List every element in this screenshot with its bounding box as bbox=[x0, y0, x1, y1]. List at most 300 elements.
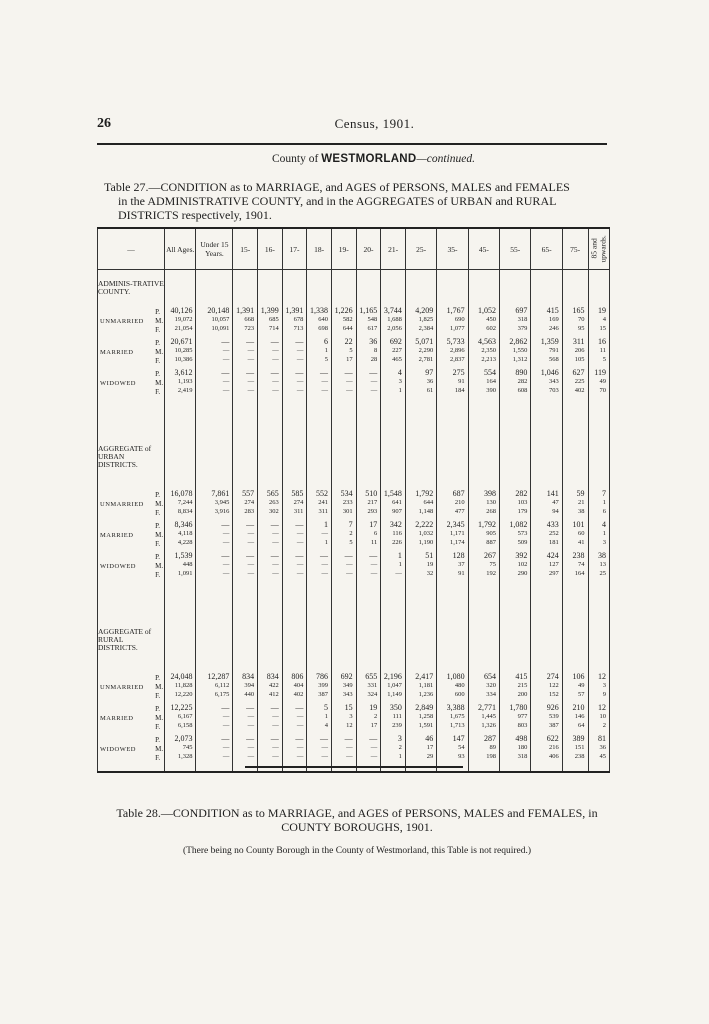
value-cell bbox=[437, 703, 468, 734]
value-m: — bbox=[272, 561, 279, 568]
value-p: — bbox=[270, 520, 279, 529]
value-p: 622 bbox=[546, 734, 559, 743]
value-f: 301 bbox=[342, 508, 353, 515]
value-m: 1,550 bbox=[512, 347, 528, 354]
value-m: — bbox=[247, 378, 255, 385]
value-cell bbox=[405, 734, 436, 765]
value-p: — bbox=[246, 703, 255, 712]
value-f: 239 bbox=[392, 722, 402, 729]
pmf-labels bbox=[153, 522, 163, 549]
value-p: — bbox=[221, 520, 230, 529]
value-m: 180 bbox=[517, 744, 528, 751]
value-cell bbox=[307, 734, 332, 765]
value-p: 16,078 bbox=[170, 489, 193, 498]
pmf-label: F. bbox=[155, 571, 161, 579]
value-p: 557 bbox=[242, 489, 255, 498]
value-cell bbox=[562, 489, 588, 520]
value-f: 17 bbox=[346, 356, 353, 363]
value-m: 102 bbox=[517, 561, 528, 568]
value-f: 12,220 bbox=[174, 691, 193, 698]
table27 bbox=[97, 227, 610, 773]
value-m: 539 bbox=[549, 713, 559, 720]
pmf-label: M. bbox=[155, 500, 164, 508]
column-header: 45- bbox=[468, 228, 499, 270]
data-row-group bbox=[98, 489, 610, 520]
value-f: 226 bbox=[392, 539, 402, 546]
value-m: 331 bbox=[367, 682, 378, 689]
value-f: 184 bbox=[454, 387, 465, 394]
spacer-row bbox=[98, 270, 610, 281]
value-m: — bbox=[272, 530, 279, 537]
value-m: 1,675 bbox=[450, 713, 465, 720]
value-cell bbox=[165, 520, 196, 551]
value-f: — bbox=[222, 722, 230, 729]
value-p: 3 bbox=[397, 734, 402, 743]
condition-label: WIDOWED bbox=[100, 746, 136, 753]
table27-title bbox=[104, 180, 610, 222]
value-m: 75 bbox=[489, 561, 497, 568]
value-p: 5,733 bbox=[446, 337, 465, 346]
value-m: — bbox=[296, 378, 304, 385]
value-f: 4,228 bbox=[177, 539, 193, 546]
value-cell bbox=[531, 368, 562, 399]
value-m: 690 bbox=[454, 316, 465, 323]
value-m: — bbox=[321, 744, 328, 751]
column-header: 18- bbox=[307, 228, 332, 270]
value-m: — bbox=[272, 744, 279, 751]
value-p: 565 bbox=[266, 489, 279, 498]
value-m: 10,285 bbox=[174, 347, 193, 354]
value-f: 1,077 bbox=[450, 325, 465, 332]
value-m: 19 bbox=[426, 561, 434, 568]
data-row-group bbox=[98, 672, 610, 703]
value-cell bbox=[282, 703, 307, 734]
value-m: 127 bbox=[549, 561, 559, 568]
value-m: 977 bbox=[517, 713, 528, 720]
condition-label-cell bbox=[98, 337, 165, 368]
value-p: 1,082 bbox=[509, 520, 528, 529]
value-p: 7 bbox=[348, 520, 353, 529]
value-f: 10,386 bbox=[174, 356, 193, 363]
column-header: 55- bbox=[500, 228, 531, 270]
value-m: 111 bbox=[392, 713, 402, 720]
value-cell bbox=[562, 734, 588, 765]
value-cell bbox=[165, 551, 196, 582]
value-p: 2,771 bbox=[478, 703, 497, 712]
value-cell bbox=[405, 520, 436, 551]
value-m: 54 bbox=[458, 744, 465, 751]
value-f: — bbox=[370, 570, 378, 577]
value-m: 349 bbox=[342, 682, 353, 689]
value-m: — bbox=[321, 561, 328, 568]
column-header: 20- bbox=[356, 228, 381, 270]
value-cell bbox=[468, 551, 499, 582]
value-cell bbox=[500, 306, 531, 337]
column-header: 19- bbox=[331, 228, 356, 270]
value-m: 644 bbox=[423, 499, 434, 506]
value-m: — bbox=[247, 744, 255, 751]
value-p: 81 bbox=[598, 734, 606, 743]
county-title-suffix: —continued. bbox=[416, 153, 475, 165]
value-f: 387 bbox=[318, 691, 328, 698]
value-f: 192 bbox=[486, 570, 497, 577]
value-p: — bbox=[369, 368, 378, 377]
value-p: 210 bbox=[572, 703, 585, 712]
value-f: — bbox=[222, 356, 230, 363]
value-m: 146 bbox=[574, 713, 585, 720]
value-cell bbox=[196, 703, 233, 734]
value-p: 141 bbox=[546, 489, 559, 498]
value-m: 1,193 bbox=[177, 378, 193, 385]
value-cell bbox=[307, 489, 332, 520]
value-m: 2,290 bbox=[418, 347, 434, 354]
value-f: 318 bbox=[517, 753, 528, 760]
pmf-label: M. bbox=[155, 714, 164, 722]
value-f: 343 bbox=[342, 691, 353, 698]
value-f: — bbox=[222, 387, 230, 394]
column-header: 65- bbox=[531, 228, 562, 270]
value-m: 37 bbox=[458, 561, 465, 568]
value-f: 713 bbox=[293, 325, 304, 332]
value-p: 552 bbox=[315, 489, 328, 498]
value-f: 10,091 bbox=[211, 325, 230, 332]
value-f: 1 bbox=[398, 753, 402, 760]
value-m: 169 bbox=[549, 316, 559, 323]
value-f: — bbox=[222, 570, 230, 577]
value-m: 282 bbox=[517, 378, 528, 385]
value-m: 745 bbox=[182, 744, 193, 751]
value-cell bbox=[562, 368, 588, 399]
value-m: 4,118 bbox=[178, 530, 193, 537]
data-row-group bbox=[98, 520, 610, 551]
value-m: — bbox=[272, 378, 279, 385]
value-m: 274 bbox=[244, 499, 255, 506]
value-cell bbox=[165, 306, 196, 337]
condition-label: WIDOWED bbox=[100, 563, 136, 570]
column-header: 35- bbox=[437, 228, 468, 270]
value-f: 617 bbox=[367, 325, 378, 332]
value-f: 703 bbox=[549, 387, 559, 394]
value-p: 106 bbox=[572, 672, 585, 681]
value-f: 387 bbox=[549, 722, 559, 729]
pmf-label: M. bbox=[155, 531, 164, 539]
value-p: 433 bbox=[546, 520, 559, 529]
value-f: 324 bbox=[367, 691, 378, 698]
value-cell bbox=[356, 520, 381, 551]
value-f: — bbox=[321, 387, 328, 394]
value-m: 17 bbox=[426, 744, 434, 751]
value-p: 287 bbox=[484, 734, 497, 743]
value-m: 1,047 bbox=[387, 682, 402, 689]
value-m: 215 bbox=[517, 682, 528, 689]
condition-label: MARRIED bbox=[100, 532, 134, 539]
value-cell bbox=[356, 703, 381, 734]
value-m: 2 bbox=[398, 744, 402, 751]
value-f: — bbox=[296, 570, 304, 577]
value-f: 907 bbox=[392, 508, 402, 515]
value-p: 19 bbox=[598, 306, 606, 315]
value-p: 4,563 bbox=[478, 337, 497, 346]
value-f: — bbox=[321, 570, 328, 577]
value-p: — bbox=[270, 337, 279, 346]
value-f: 1,148 bbox=[418, 508, 434, 515]
value-m: 1,445 bbox=[481, 713, 497, 720]
value-f: 602 bbox=[486, 325, 497, 332]
value-cell bbox=[165, 734, 196, 765]
value-cell bbox=[500, 368, 531, 399]
pmf-label: M. bbox=[155, 683, 164, 691]
value-f: — bbox=[272, 570, 279, 577]
value-cell bbox=[381, 489, 406, 520]
value-cell bbox=[258, 337, 283, 368]
value-p: — bbox=[246, 337, 255, 346]
value-m: 422 bbox=[268, 682, 279, 689]
column-header: 15- bbox=[233, 228, 258, 270]
pmf-label: F. bbox=[155, 692, 161, 700]
value-f: 6,175 bbox=[214, 691, 230, 698]
value-p: 38 bbox=[598, 551, 606, 560]
value-f: 2,213 bbox=[481, 356, 497, 363]
value-p: 3,744 bbox=[383, 306, 402, 315]
value-m: 1,825 bbox=[418, 316, 434, 323]
pmf-label: M. bbox=[155, 379, 164, 387]
value-f: 1,091 bbox=[177, 570, 193, 577]
value-m: 573 bbox=[517, 530, 528, 537]
value-f: — bbox=[272, 387, 279, 394]
value-p: 19 bbox=[369, 703, 378, 712]
value-f: 4 bbox=[324, 722, 328, 729]
value-p: 585 bbox=[291, 489, 304, 498]
pmf-label: M. bbox=[155, 348, 164, 356]
value-f: 29 bbox=[426, 753, 434, 760]
value-p: — bbox=[221, 368, 230, 377]
value-f: 1,312 bbox=[512, 356, 528, 363]
value-p: — bbox=[221, 337, 230, 346]
value-p: 1,792 bbox=[478, 520, 497, 529]
value-m: 1,032 bbox=[418, 530, 434, 537]
value-p: 4 bbox=[602, 520, 606, 529]
value-p: 275 bbox=[452, 368, 465, 377]
value-cell bbox=[381, 520, 406, 551]
value-m: — bbox=[247, 347, 255, 354]
value-m: 8 bbox=[374, 347, 378, 354]
value-f: 1,326 bbox=[481, 722, 497, 729]
value-p: 20,148 bbox=[207, 306, 230, 315]
value-f: 714 bbox=[268, 325, 279, 332]
county-title bbox=[0, 153, 709, 165]
value-p: 46 bbox=[425, 734, 434, 743]
value-m: 10,057 bbox=[211, 316, 230, 323]
value-m: — bbox=[272, 713, 279, 720]
condition-label-cell bbox=[98, 489, 165, 520]
value-cell bbox=[356, 672, 381, 703]
value-cell bbox=[331, 306, 356, 337]
value-f: 9 bbox=[602, 691, 606, 698]
value-cell bbox=[258, 306, 283, 337]
value-f: 1,174 bbox=[450, 539, 465, 546]
value-f: 38 bbox=[578, 508, 585, 515]
value-f: 290 bbox=[517, 570, 528, 577]
value-cell bbox=[405, 337, 436, 368]
column-header: All Ages. bbox=[165, 228, 196, 270]
value-cell bbox=[588, 551, 609, 582]
value-f: 64 bbox=[578, 722, 585, 729]
value-m: — bbox=[296, 561, 304, 568]
table27-title-line1: Table 27.—CONDITION as to MARRIAGE, and AGES of PERSONS, MALES and FEMALES bbox=[104, 180, 570, 194]
spacer-row bbox=[98, 652, 610, 672]
table27-title-line2: in the ADMINISTRATIVE COUNTY, and in the AGGREGATES of URBAN and RURAL bbox=[118, 194, 557, 208]
pmf-label: F. bbox=[155, 723, 161, 731]
value-f: 2,781 bbox=[418, 356, 434, 363]
condition-label-cell bbox=[98, 551, 165, 582]
value-cell bbox=[258, 672, 283, 703]
value-cell bbox=[381, 368, 406, 399]
value-m: 49 bbox=[578, 682, 585, 689]
section-title-row bbox=[98, 280, 610, 296]
value-cell bbox=[233, 368, 258, 399]
value-m: 4 bbox=[602, 316, 606, 323]
value-f: 57 bbox=[578, 691, 585, 698]
value-p: — bbox=[319, 368, 328, 377]
value-p: 274 bbox=[546, 672, 559, 681]
value-p: 16 bbox=[598, 337, 606, 346]
value-m: 36 bbox=[599, 744, 606, 751]
value-f: 8,834 bbox=[177, 508, 193, 515]
value-p: 12 bbox=[598, 672, 606, 681]
value-cell bbox=[500, 337, 531, 368]
value-p: 1,792 bbox=[415, 489, 434, 498]
value-p: 1,046 bbox=[540, 368, 559, 377]
value-cell bbox=[531, 489, 562, 520]
value-m: — bbox=[272, 347, 279, 354]
value-m: — bbox=[321, 378, 328, 385]
value-cell bbox=[405, 551, 436, 582]
table28-title-line1: Table 28.—CONDITION as to MARRIAGE, and AGES of PERSONS, MALES and FEMALES, in bbox=[116, 806, 598, 820]
value-f: 93 bbox=[458, 753, 465, 760]
value-cell bbox=[437, 520, 468, 551]
value-p: 7 bbox=[602, 489, 606, 498]
value-cell bbox=[258, 368, 283, 399]
value-cell bbox=[165, 703, 196, 734]
value-f: 11 bbox=[371, 539, 378, 546]
value-cell bbox=[468, 489, 499, 520]
pmf-label: M. bbox=[155, 745, 164, 753]
value-p: 654 bbox=[484, 672, 497, 681]
value-f: 412 bbox=[268, 691, 279, 698]
value-p: — bbox=[246, 734, 255, 743]
value-cell bbox=[381, 306, 406, 337]
value-f: 311 bbox=[293, 508, 304, 515]
value-m: 318 bbox=[517, 316, 528, 323]
value-cell bbox=[233, 672, 258, 703]
value-cell bbox=[562, 337, 588, 368]
value-m: 70 bbox=[578, 316, 585, 323]
value-f: 2,056 bbox=[387, 325, 402, 332]
value-p: 415 bbox=[515, 672, 528, 681]
pmf-labels bbox=[153, 553, 163, 580]
pmf-labels bbox=[153, 308, 163, 335]
pmf-label: P. bbox=[155, 705, 160, 713]
value-p: 3,388 bbox=[446, 703, 465, 712]
value-m: 227 bbox=[392, 347, 402, 354]
value-f: 5 bbox=[324, 356, 328, 363]
value-m: 225 bbox=[574, 378, 585, 385]
value-f: 887 bbox=[486, 539, 497, 546]
running-head: Census, 1901. bbox=[334, 116, 415, 131]
value-p: 786 bbox=[315, 672, 328, 681]
value-p: 24,048 bbox=[170, 672, 193, 681]
value-cell bbox=[282, 734, 307, 765]
value-m: — bbox=[296, 530, 304, 537]
value-cell bbox=[331, 703, 356, 734]
value-cell bbox=[233, 734, 258, 765]
value-m: 252 bbox=[549, 530, 559, 537]
value-f: — bbox=[222, 539, 230, 546]
value-cell bbox=[282, 520, 307, 551]
value-f: — bbox=[370, 753, 378, 760]
value-p: — bbox=[246, 368, 255, 377]
value-m: 905 bbox=[486, 530, 497, 537]
value-f: 2,384 bbox=[418, 325, 434, 332]
value-p: 15 bbox=[344, 703, 353, 712]
value-cell bbox=[258, 734, 283, 765]
value-f: 1 bbox=[398, 387, 402, 394]
value-cell bbox=[437, 489, 468, 520]
value-p: 282 bbox=[515, 489, 528, 498]
value-p: 1,391 bbox=[285, 306, 304, 315]
value-p: 5 bbox=[323, 703, 328, 712]
value-cell bbox=[356, 489, 381, 520]
value-p: — bbox=[221, 734, 230, 743]
value-f: — bbox=[346, 570, 353, 577]
column-header: Under 15 Years. bbox=[196, 228, 233, 270]
value-f: 390 bbox=[486, 387, 497, 394]
pmf-label: M. bbox=[155, 317, 164, 325]
pmf-label: M. bbox=[155, 562, 164, 570]
value-m: 122 bbox=[549, 682, 559, 689]
data-row-group bbox=[98, 703, 610, 734]
section-title: ADMINIS-TRATIVE COUNTY. bbox=[98, 279, 164, 296]
value-p: 2,862 bbox=[509, 337, 528, 346]
table27-header-row bbox=[98, 228, 610, 270]
value-p: 834 bbox=[242, 672, 255, 681]
value-p: 3,612 bbox=[174, 368, 193, 377]
value-m: 60 bbox=[578, 530, 585, 537]
value-cell bbox=[468, 520, 499, 551]
value-m: 7,244 bbox=[177, 499, 193, 506]
value-m: 13 bbox=[599, 561, 606, 568]
value-m: 1 bbox=[324, 713, 328, 720]
value-p: — bbox=[295, 703, 304, 712]
value-cell bbox=[381, 551, 406, 582]
value-f: 334 bbox=[486, 691, 497, 698]
value-cell bbox=[258, 551, 283, 582]
header-rule bbox=[97, 143, 607, 145]
value-f: 1 bbox=[324, 539, 328, 546]
value-f: 2,419 bbox=[177, 387, 193, 394]
value-p: 2,417 bbox=[415, 672, 434, 681]
value-m: 216 bbox=[549, 744, 559, 751]
value-f: 94 bbox=[552, 508, 559, 515]
value-p: 165 bbox=[572, 306, 585, 315]
value-p: 890 bbox=[515, 368, 528, 377]
value-cell bbox=[331, 489, 356, 520]
value-p: 238 bbox=[572, 551, 585, 560]
value-f: 283 bbox=[244, 508, 255, 515]
value-p: — bbox=[295, 337, 304, 346]
value-f: 6,158 bbox=[177, 722, 193, 729]
value-p: 147 bbox=[452, 734, 465, 743]
